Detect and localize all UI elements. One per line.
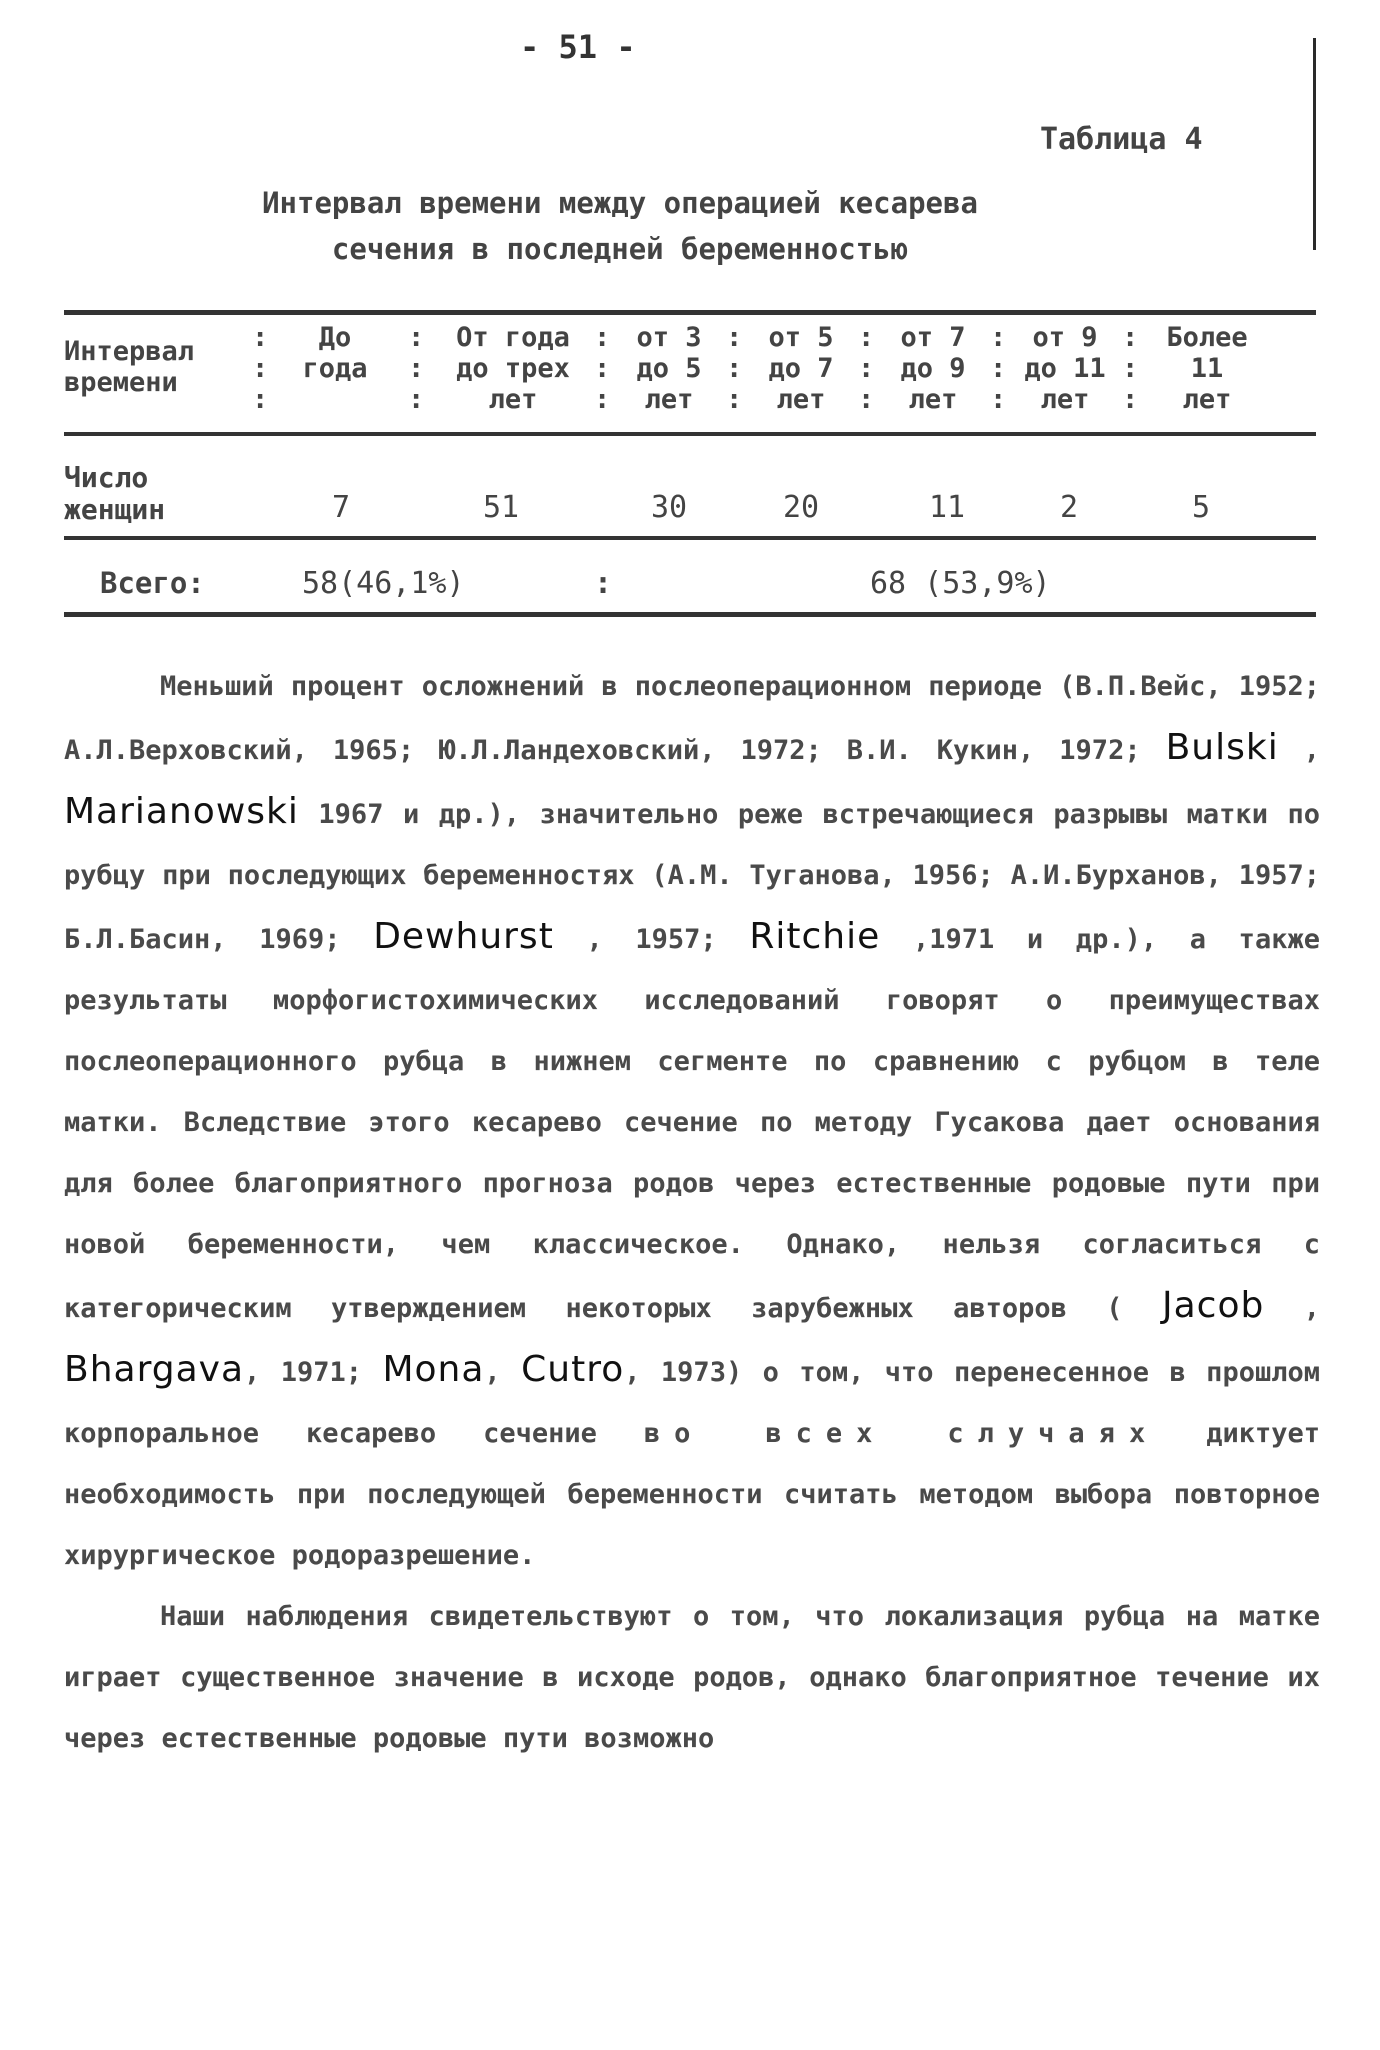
table-caption-line-2: сечения в последней беременностью <box>331 232 909 266</box>
spaced-emphasis: во всех случаях <box>643 1418 1160 1449</box>
table-row-rule <box>64 536 1316 540</box>
header-col-7: Более 11 лет <box>1166 322 1248 415</box>
handwritten-author: Mona <box>382 1349 485 1390</box>
margin-line <box>1313 38 1316 250</box>
header-col-6: от 9 до 11 лет <box>1024 322 1106 415</box>
column-separator: : : : <box>990 322 1007 415</box>
header-col-4: от 5 до 7 лет <box>768 322 834 415</box>
column-separator: : : : <box>858 322 875 415</box>
total-label: Всего: <box>100 566 205 600</box>
handwritten-author: Bulski <box>1165 727 1279 768</box>
table-number: Таблица 4 <box>1040 122 1203 157</box>
table-cell: 51 <box>482 490 520 525</box>
table-cell: 2 <box>1059 490 1079 525</box>
column-separator: : : : <box>252 322 269 415</box>
handwritten-author: Ritchie <box>749 916 881 957</box>
column-separator: : : : <box>594 322 611 415</box>
handwritten-author: Bhargava <box>64 1349 245 1390</box>
table-caption-line-1: Интервал времени между операцией кесарева <box>262 186 978 220</box>
column-separator: : : : <box>408 322 425 415</box>
table-cell: 7 <box>331 490 351 525</box>
column-separator: : : : <box>1122 322 1139 415</box>
row-label-women: Число женщин <box>64 461 166 526</box>
handwritten-author: Jacob <box>1161 1285 1265 1326</box>
total-separator: : <box>594 566 613 601</box>
table-cell: 5 <box>1191 490 1211 525</box>
header-col-1: До года <box>302 322 368 384</box>
table-header-rule <box>64 432 1316 436</box>
table-cell: 11 <box>928 490 966 525</box>
header-col-5: от 7 до 9 лет <box>900 322 966 415</box>
total-under-3-years: 58(46,1%) <box>302 566 465 601</box>
handwritten-author: Cutro <box>521 1349 625 1390</box>
paragraph-2: Наши наблюдения свидетельствуют о том, что локализация рубца на матке играет существенное значение в исходе родов, однако благоприятное течение их через естественные родовые пути возможно <box>64 1601 1320 1754</box>
handwritten-author: Dewhurst <box>373 916 554 957</box>
header-interval: Интервал времени <box>64 336 195 398</box>
table-cell: 30 <box>650 490 688 525</box>
column-separator: : : : <box>726 322 743 415</box>
handwritten-author: Marianowski <box>64 791 299 832</box>
table-top-rule <box>64 310 1316 315</box>
header-col-3: от 3 до 5 лет <box>636 322 702 415</box>
page-number: - 51 - <box>520 28 636 66</box>
body-text <box>64 656 1320 1769</box>
table-cell: 20 <box>782 490 820 525</box>
paragraph-1: Меньший процент осложнений в послеоперационном периоде (В.П.Вейс, 1952; А.Л.Верховский, 1965; Ю.Л.Ландеховский, 1972; В.И. Кукин, 1972; Bulski , Marianowski 1967 и др.), значительно реже встречающиеся разрывы матки по рубцу при последующих беременностях (А.М. Туганова, 1956; А.И.Бурханов, 1957; Б.Л.Басин, 1969; Dewhurst , 1957; Ritchie ,1971 и др.), а также результаты морфогистохимических исследований говорят о преимуществах послеоперационного рубца в нижнем сегменте по сравнению с рубцом в теле матки. Вследствие этого кесарево сечение по методу Гусакова дает основания для более благоприятного прогноза родов через естественные родовые пути при новой беременности, чем классическое. Однако, нельзя согласиться с категорическим утверждением некоторых зарубежных авторов ( Jacob , Bhargava, 1971; Mona, Cutro, 1973) о том, что перенесенное в прошлом корпоральное кесарево сечение во всех случаях диктует необходимость при последующей беременности считать методом выбора повторное хирургическое родоразрешение. <box>64 671 1320 1571</box>
table-bottom-rule <box>64 612 1316 617</box>
header-col-2: От года до трех лет <box>456 322 570 415</box>
total-over-3-years: 68 (53,9%) <box>870 566 1051 601</box>
